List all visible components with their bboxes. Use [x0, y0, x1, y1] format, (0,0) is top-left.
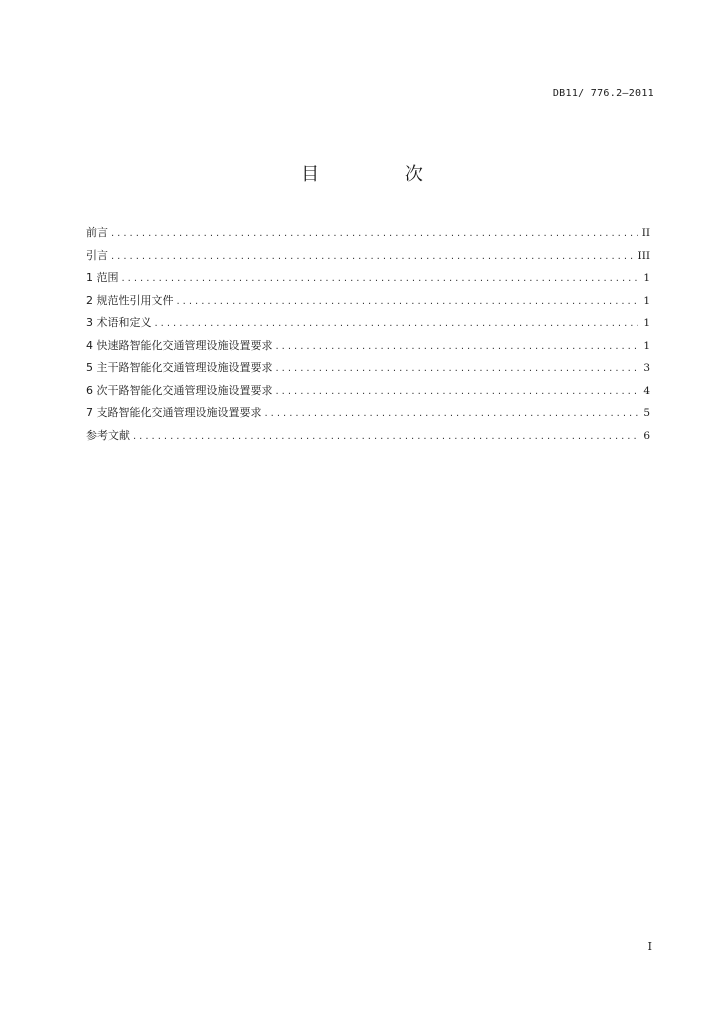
dot-leader: [111, 251, 634, 262]
toc-label: 1 范围: [86, 271, 119, 284]
toc-page-number: 1: [643, 339, 650, 352]
toc-label: 参考文献: [86, 428, 130, 442]
dot-leader: [111, 228, 638, 239]
toc-page-number: 1: [643, 317, 650, 329]
page-title: 目 次: [301, 164, 463, 185]
dot-leader: [177, 296, 639, 307]
toc-item-bibliography[interactable]: [86, 427, 650, 450]
toc-page-number: 1: [643, 272, 650, 284]
dot-leader: [155, 318, 639, 329]
toc-page-number: 5: [643, 407, 650, 419]
dot-leader: [276, 386, 639, 397]
dot-leader: [276, 363, 639, 374]
toc-item-arterial-road[interactable]: [86, 359, 650, 382]
toc-item-branch-road[interactable]: [86, 404, 650, 427]
toc-item-introduction[interactable]: [86, 247, 650, 270]
toc-label: 引言: [86, 248, 108, 262]
toc-page-number: 4: [643, 384, 650, 397]
toc-page-number: 3: [643, 362, 650, 374]
standard-code: DB11/ 776.2—2011: [552, 88, 654, 99]
toc-page-number: 1: [643, 294, 650, 307]
toc-label: 5 主干路智能化交通管理设施设置要求: [86, 361, 273, 374]
dot-leader: [122, 273, 639, 284]
toc-item-expressway[interactable]: [86, 337, 650, 360]
page-number: I: [647, 940, 652, 953]
toc-item-scope[interactable]: [86, 269, 650, 292]
toc-label: 2 规范性引用文件: [86, 293, 174, 307]
toc-page-number: III: [637, 249, 650, 262]
toc-label: 6 次干路智能化交通管理设施设置要求: [86, 383, 273, 397]
toc-item-terms-definitions[interactable]: [86, 314, 650, 337]
toc-page-number: II: [641, 227, 650, 239]
toc-label: 4 快速路智能化交通管理设施设置要求: [86, 338, 273, 352]
toc-item-foreword[interactable]: [86, 224, 650, 247]
dot-leader: [265, 408, 639, 419]
toc-label: 前言: [86, 226, 108, 239]
toc-page-number: 6: [643, 429, 650, 442]
dot-leader: [133, 431, 638, 442]
dot-leader: [276, 341, 639, 352]
table-of-contents: [86, 224, 650, 449]
toc-label: 7 支路智能化交通管理设施设置要求: [86, 406, 262, 419]
toc-item-secondary-arterial[interactable]: [86, 382, 650, 405]
toc-label: 3 术语和定义: [86, 316, 152, 329]
toc-item-normative-references[interactable]: [86, 292, 650, 315]
